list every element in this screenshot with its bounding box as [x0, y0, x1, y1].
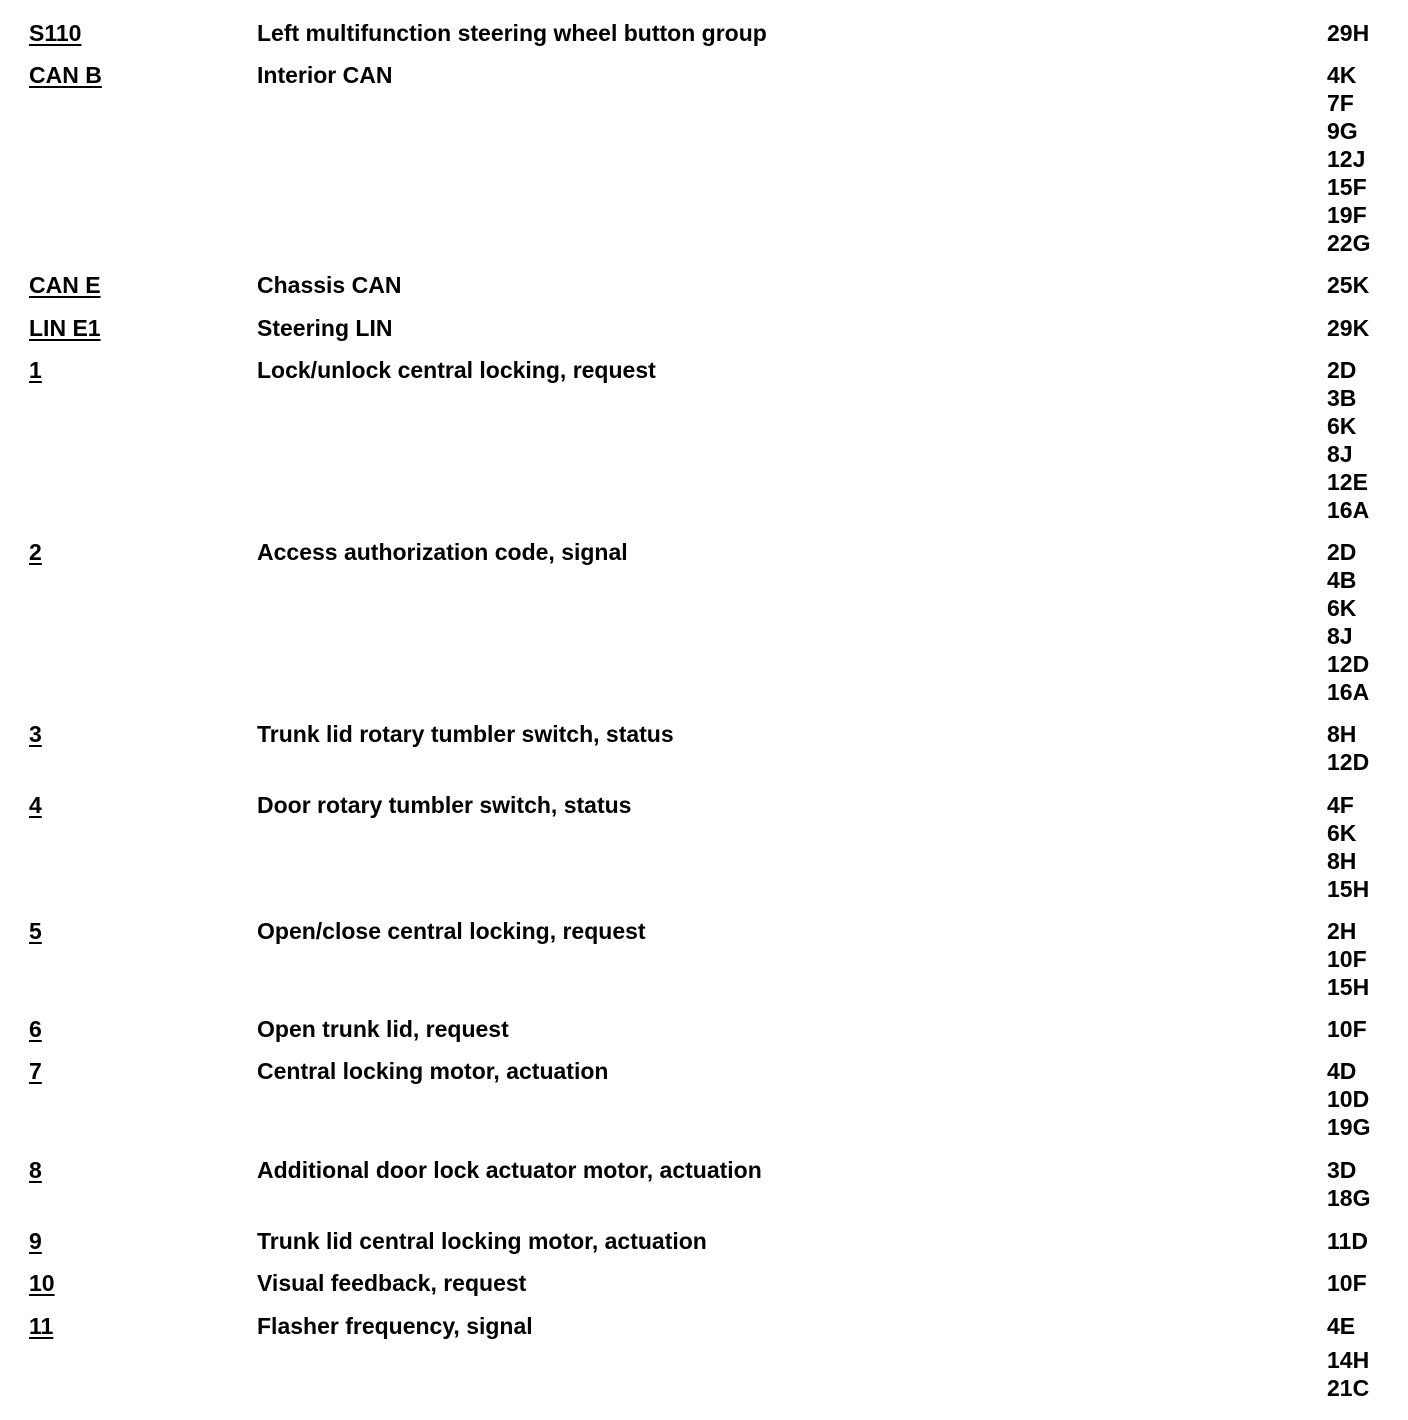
grid-reference-list	[1327, 271, 1369, 299]
grid-reference: 10F	[1327, 1016, 1367, 1042]
grid-reference: 12E	[1327, 469, 1368, 495]
grid-reference: 19F	[1327, 202, 1367, 228]
grid-reference: 2H	[1327, 918, 1357, 944]
grid-reference: 6K	[1327, 413, 1357, 439]
grid-reference-list	[1327, 1057, 1370, 1141]
grid-reference-list	[1327, 720, 1369, 776]
grid-reference: 29K	[1327, 315, 1370, 341]
grid-reference: 16A	[1327, 679, 1370, 705]
legend-description: Visual feedback, request	[257, 1270, 527, 1296]
legend-code-link[interactable]: LIN E1	[29, 315, 101, 341]
grid-reference: 29H	[1327, 20, 1370, 46]
grid-reference: 8J	[1327, 623, 1353, 649]
grid-reference-list	[1327, 1227, 1368, 1255]
grid-reference-list	[1327, 791, 1369, 903]
legend-description: Trunk lid central locking motor, actuation	[257, 1228, 707, 1254]
legend-description: Flasher frequency, signal	[257, 1313, 533, 1339]
legend-code-link[interactable]: 1	[29, 357, 42, 383]
grid-reference: 4D	[1327, 1058, 1357, 1084]
grid-reference: 6K	[1327, 595, 1357, 621]
grid-reference: 4E	[1327, 1313, 1356, 1339]
legend-code-link[interactable]: 9	[29, 1228, 42, 1254]
legend-description: Open/close central locking, request	[257, 918, 646, 944]
legend-description: Lock/unlock central locking, request	[257, 357, 656, 383]
grid-reference-list	[1327, 1015, 1367, 1043]
grid-reference: 4K	[1327, 62, 1357, 88]
grid-reference: 2D	[1327, 539, 1357, 565]
legend-code-link[interactable]: 11	[29, 1313, 54, 1339]
legend-description: Door rotary tumbler switch, status	[257, 792, 632, 818]
grid-reference: 14H	[1327, 1347, 1370, 1373]
grid-reference: 3D	[1327, 1157, 1357, 1183]
grid-reference: 15H	[1327, 974, 1370, 1000]
grid-reference: 12D	[1327, 749, 1370, 775]
grid-reference: 2D	[1327, 357, 1357, 383]
legend-code-link[interactable]: 6	[29, 1016, 42, 1042]
grid-reference: 22G	[1327, 230, 1371, 256]
grid-reference: 11D	[1327, 1228, 1368, 1254]
legend-code-link[interactable]: 7	[29, 1058, 42, 1084]
grid-reference: 16A	[1327, 497, 1370, 523]
grid-reference-list	[1327, 19, 1369, 47]
legend-code-link[interactable]: 8	[29, 1157, 42, 1183]
grid-reference: 8H	[1327, 848, 1357, 874]
legend-code-link[interactable]: 3	[29, 721, 42, 747]
grid-reference: 10F	[1327, 946, 1367, 972]
grid-reference: 8J	[1327, 441, 1353, 467]
grid-reference-list	[1327, 1312, 1369, 1402]
legend-code-link[interactable]: S110	[29, 20, 82, 46]
grid-reference: 15H	[1327, 876, 1370, 902]
legend-description: Additional door lock actuator motor, actuation	[257, 1157, 762, 1183]
grid-reference: 15F	[1327, 174, 1367, 200]
grid-reference-list	[1327, 61, 1370, 257]
legend-description: Left multifunction steering wheel button group	[257, 20, 767, 46]
grid-reference: 25K	[1327, 272, 1370, 298]
legend-code-link[interactable]: CAN B	[29, 62, 102, 88]
grid-reference-list	[1327, 356, 1369, 524]
legend-description: Interior CAN	[257, 62, 393, 88]
legend-description: Steering LIN	[257, 315, 393, 341]
grid-reference: 12J	[1327, 146, 1366, 172]
grid-reference-list	[1327, 538, 1369, 706]
legend-code-link[interactable]: 2	[29, 539, 42, 565]
grid-reference: 21C	[1327, 1375, 1370, 1401]
legend-code-link[interactable]: 4	[29, 792, 42, 818]
grid-reference: 6K	[1327, 820, 1357, 846]
grid-reference: 4B	[1327, 567, 1357, 593]
legend-description: Access authorization code, signal	[257, 539, 628, 565]
grid-reference-list	[1327, 917, 1369, 1001]
legend-description: Trunk lid rotary tumbler switch, status	[257, 721, 674, 747]
grid-reference: 9G	[1327, 118, 1358, 144]
legend-code-link[interactable]: CAN E	[29, 272, 101, 298]
grid-reference-list	[1327, 314, 1369, 342]
grid-reference: 12D	[1327, 651, 1370, 677]
grid-reference-list	[1327, 1156, 1370, 1212]
legend-description: Central locking motor, actuation	[257, 1058, 609, 1084]
grid-reference: 4F	[1327, 792, 1354, 818]
grid-reference: 10F	[1327, 1270, 1367, 1296]
grid-reference: 8H	[1327, 721, 1357, 747]
legend-description: Chassis CAN	[257, 272, 402, 298]
legend-code-link[interactable]: 5	[29, 918, 42, 944]
grid-reference: 10D	[1327, 1086, 1370, 1112]
grid-reference: 19G	[1327, 1114, 1371, 1140]
legend-description: Open trunk lid, request	[257, 1016, 509, 1042]
legend-code-link[interactable]: 10	[29, 1270, 55, 1296]
grid-reference: 7F	[1327, 90, 1354, 116]
grid-reference-list	[1327, 1269, 1367, 1297]
grid-reference: 18G	[1327, 1185, 1371, 1211]
grid-reference: 3B	[1327, 385, 1357, 411]
